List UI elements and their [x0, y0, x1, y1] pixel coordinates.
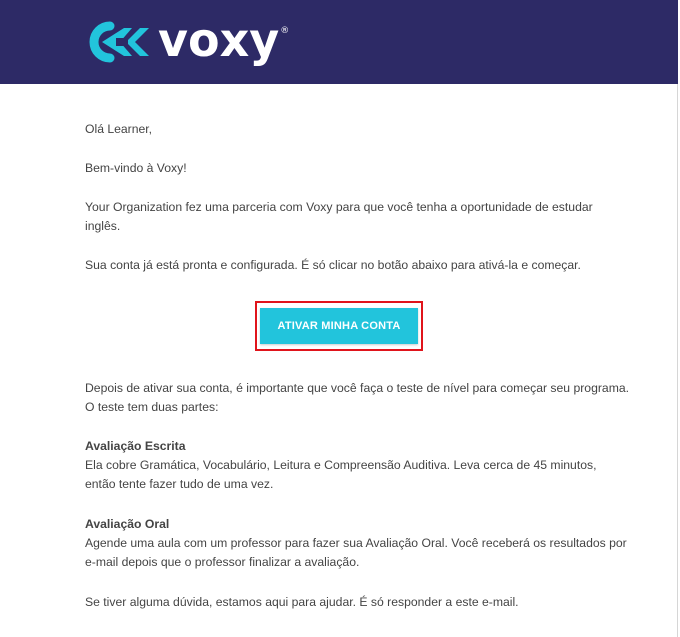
written-assessment-line-2: então tente fazer tudo de uma vez.	[85, 477, 274, 491]
voxy-wordmark: voxy	[158, 13, 280, 67]
account-ready-text: Sua conta já está pronta e configurada. É só clicar no botão abaixo para ativá-la e começar.	[85, 258, 581, 272]
partnership-line-1: Your Organization fez uma parceria com Voxy para que você tenha a oportunidade de estudar	[85, 200, 593, 214]
email-header	[0, 0, 678, 84]
after-activation-line-2: O teste tem duas partes:	[85, 400, 219, 414]
written-assessment-title: Avaliação Escrita	[85, 439, 186, 453]
written-assessment-section	[85, 437, 625, 494]
oral-assessment-title: Avaliação Oral	[85, 517, 170, 531]
after-activation-line-1: Depois de ativar sua conta, é importante que você faça o teste de nível para começar seu programa.	[85, 381, 630, 395]
help-text: Se tiver alguma dúvida, estamos aqui para ajudar. É só responder a este e-mail.	[85, 595, 519, 609]
greeting-text: Olá Learner,	[85, 122, 153, 136]
written-assessment-line-1: Ela cobre Gramática, Vocabulário, Leitura e Compreensão Auditiva. Leva cerca de 45 minutos,	[85, 458, 597, 472]
welcome-text: Bem-vindo à Voxy!	[85, 161, 187, 175]
after-activation-paragraph	[85, 379, 630, 417]
voxy-mark-icon	[86, 20, 152, 64]
voxy-logo[interactable]	[86, 14, 289, 70]
oral-assessment-line-1: Agende uma aula com um professor para fazer sua Avaliação Oral. Você receberá os resultados por	[85, 536, 627, 550]
activate-account-button[interactable]: ATIVAR MINHA CONTA	[260, 308, 418, 344]
partnership-line-2: inglês.	[85, 219, 121, 233]
partnership-paragraph	[85, 198, 625, 236]
registered-mark: ®	[280, 26, 290, 36]
oral-assessment-section	[85, 515, 625, 572]
oral-assessment-line-2: e-mail depois que o professor finalizar a avaliação.	[85, 555, 360, 569]
